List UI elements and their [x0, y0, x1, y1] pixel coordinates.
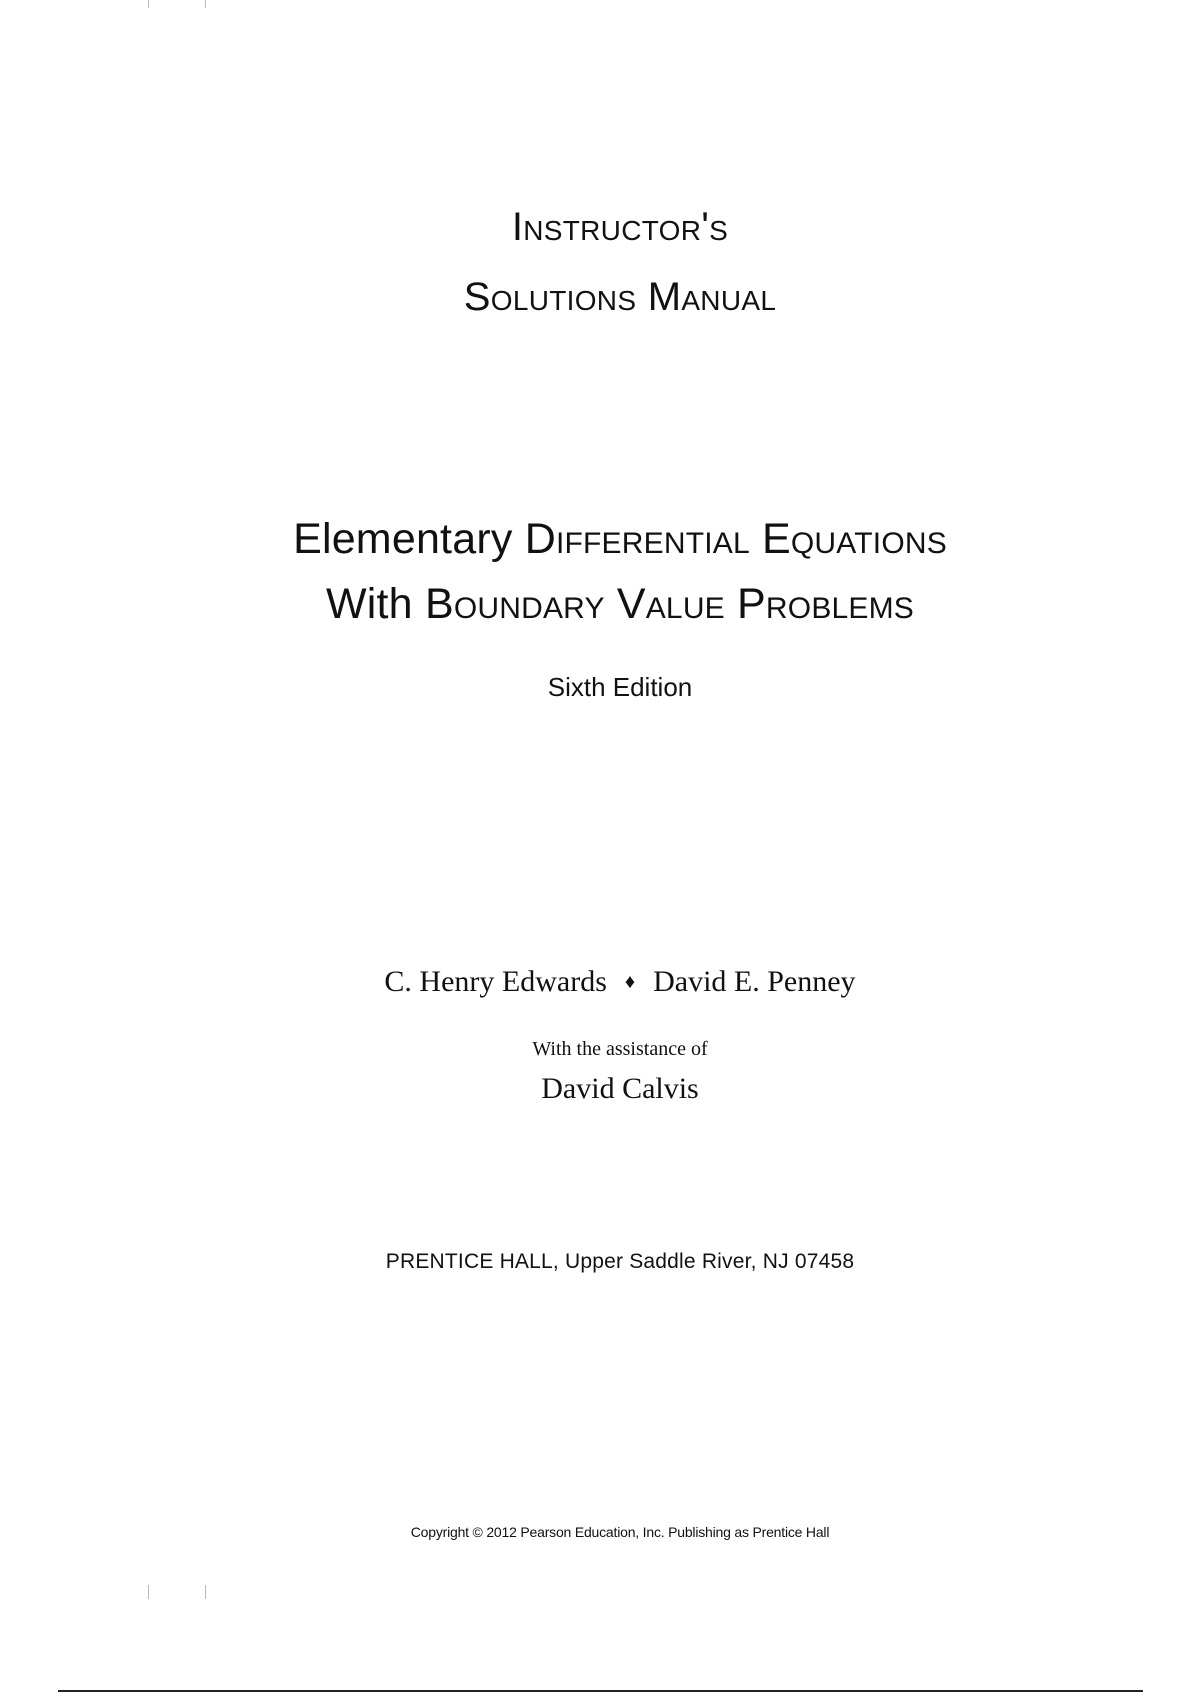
assistant-line — [0, 1072, 1200, 1106]
assistance-label-line — [0, 1038, 1200, 1061]
book-title-line-2 — [0, 580, 1200, 629]
copyright-line — [0, 1524, 1200, 1540]
manual-title-text: Instructor's — [511, 205, 729, 249]
manual-subtitle-text: Solutions Manual — [463, 275, 777, 319]
book-title-lead: Elementary — [293, 515, 513, 563]
authors-line — [0, 965, 1200, 999]
author-first: C. Henry Edwards — [384, 965, 607, 998]
edition-line — [0, 672, 1200, 703]
book-title-main: Differential Equations — [524, 515, 947, 563]
diamond-separator-icon: ♦ — [624, 971, 636, 993]
book-subtitle-lead: With — [325, 580, 413, 628]
assistant-name: David Calvis — [541, 1072, 699, 1105]
scan-mark — [205, 1585, 206, 1599]
manual-title-line-2 — [0, 275, 1200, 320]
bottom-rule — [58, 1690, 1143, 1692]
publisher-text: PRENTICE HALL, Upper Saddle River, NJ 07458 — [385, 1250, 855, 1273]
book-subtitle-main: Boundary Value Problems — [424, 580, 915, 628]
scan-mark — [205, 0, 206, 8]
edition-text: Sixth Edition — [547, 672, 693, 702]
author-second: David E. Penney — [653, 965, 856, 998]
copyright-text: Copyright © 2012 Pearson Education, Inc. Publishing as Prentice Hall — [410, 1524, 830, 1540]
publisher-line — [0, 1250, 1200, 1274]
scan-mark — [148, 1585, 149, 1599]
scan-mark — [148, 0, 149, 8]
manual-title-line-1 — [0, 205, 1200, 250]
book-title-line-1 — [0, 515, 1200, 564]
assistance-label: With the assistance of — [532, 1038, 708, 1060]
